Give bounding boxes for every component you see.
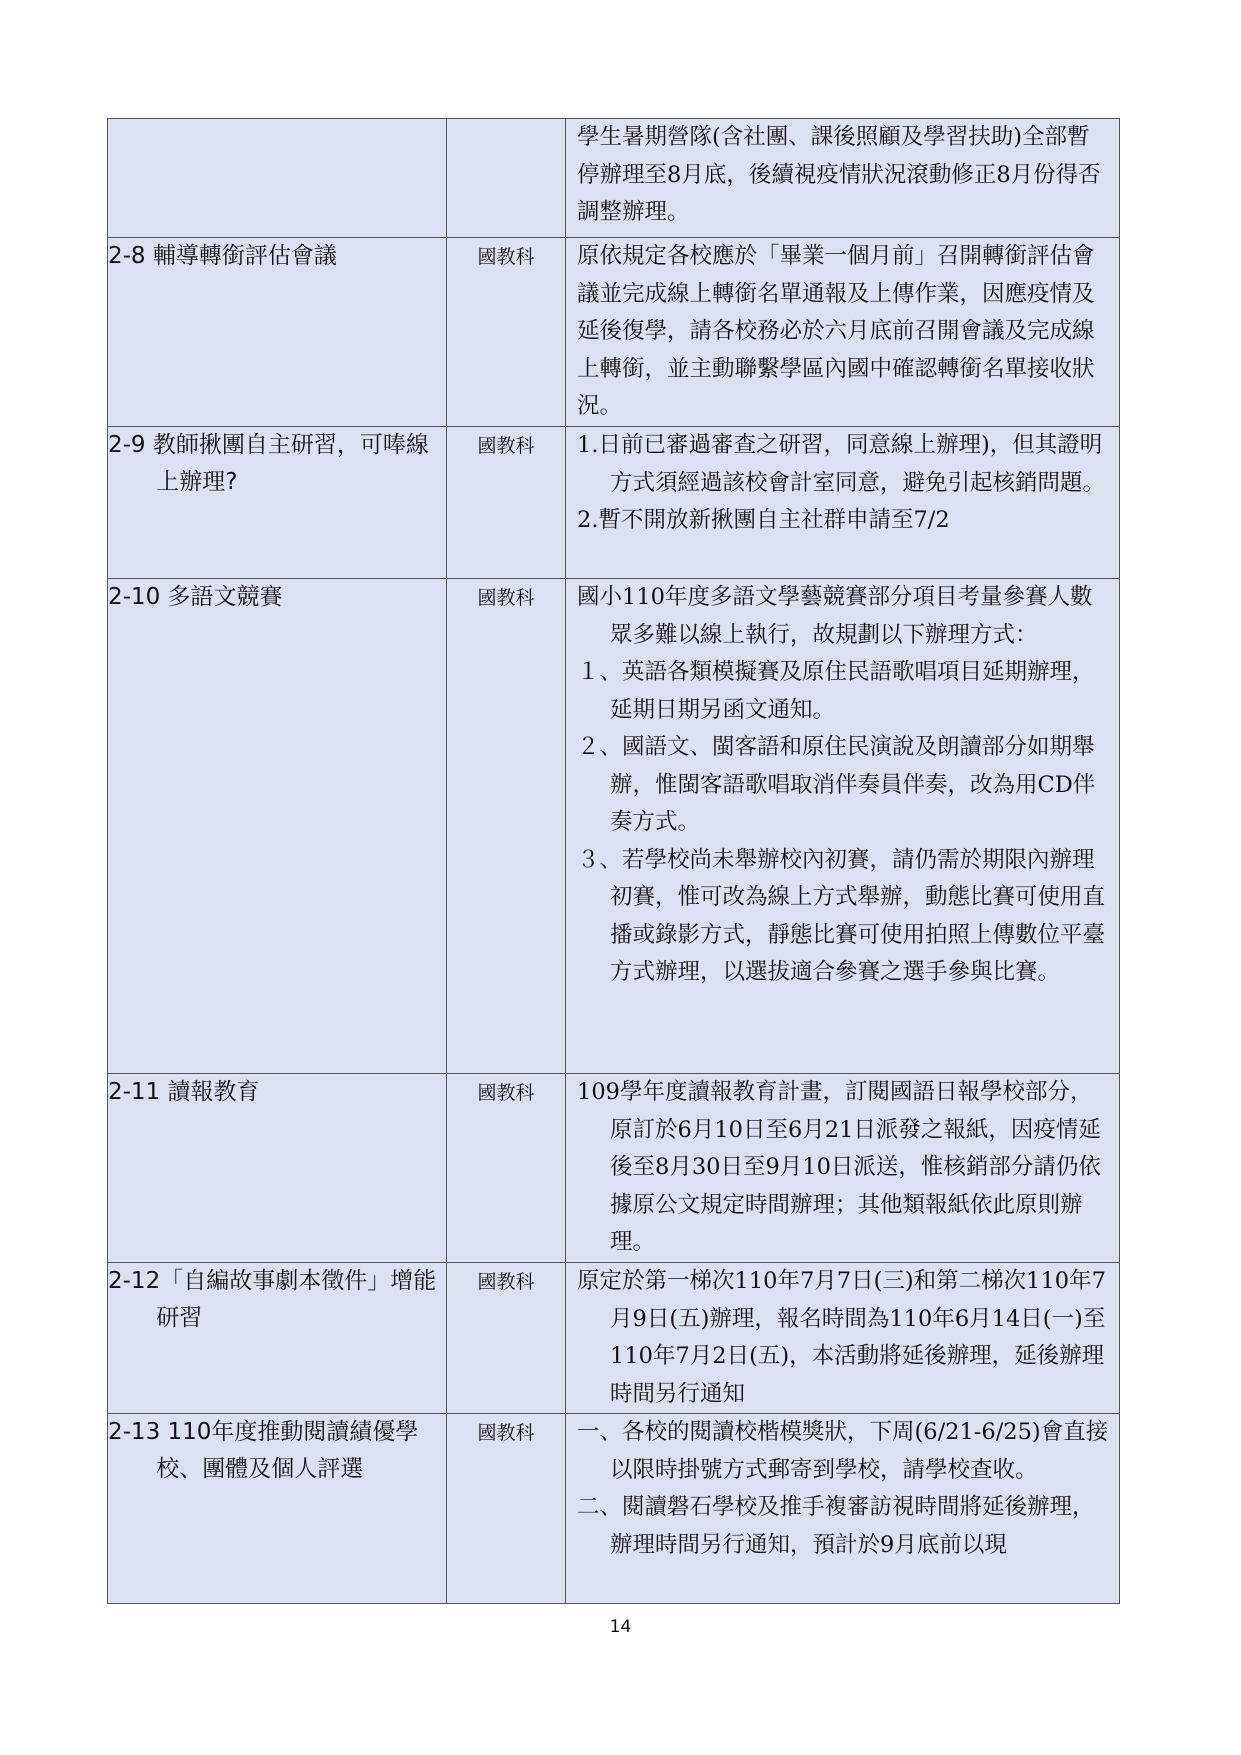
document-table xyxy=(107,118,1120,1604)
item-cell xyxy=(108,238,447,427)
description-paragraph: 學生暑期營隊(含社團、課後照顧及學習扶助)全部暫停辦理至8月底，後續視疫情狀況滾動修正8月份得否調整辦理。 xyxy=(577,124,1101,225)
description-cell xyxy=(566,427,1120,579)
unit-cell xyxy=(447,1263,566,1414)
description-paragraph: １、英語各類模擬賽及原住民語歌唱項目延期辦理，延期日期另函文通知。 xyxy=(577,659,1095,723)
description-cell xyxy=(566,238,1120,427)
unit-cell xyxy=(447,1074,566,1263)
description-paragraph: 109學年度讀報教育計畫，訂閱國語日報學校部分，原訂於6月10日至6月21日派發之報紙，因疫情延後至8月30日至9月10日派送，惟核銷部分請仍依據原公文規定時間辦理；其他類報紙依此原則辦理。 xyxy=(577,1079,1101,1255)
unit-cell xyxy=(447,579,566,1074)
description-cell xyxy=(566,119,1120,238)
description-cell xyxy=(566,579,1120,1074)
item-title: 2-11 讀報教育 xyxy=(108,1079,260,1105)
description-paragraph: 一、各校的閱讀校楷模獎狀，下周(6/21-6/25)會直接以限時掛號方式郵寄到學校，請學校查收。 xyxy=(577,1419,1109,1483)
description-paragraph: ３、若學校尚未舉辦校內初賽，請仍需於期限內辦理初賽，惟可改為線上方式舉辦，動態比賽可使用直播或錄影方式，靜態比賽可使用拍照上傳數位平臺方式辦理，以選拔適合參賽之選手參與比賽。 xyxy=(577,846,1106,985)
description-cell xyxy=(566,1074,1120,1263)
item-title: 2-9 教師揪團自主研習，可唪線上辦理? xyxy=(108,432,429,495)
unit-label: 國教科 xyxy=(477,1271,535,1293)
table-row xyxy=(108,1414,1120,1604)
description-paragraph: 1.日前已審過審查之研習，同意線上辦理)，但其證明方式須經過該校會計室同意，避免引起核銷問題。 xyxy=(577,432,1106,496)
table-row xyxy=(108,579,1120,1074)
unit-label: 國教科 xyxy=(477,246,535,268)
description-paragraph: 原定於第一梯次110年7月7日(三)和第二梯次110年7月9日(五)辦理，報名時間為110年6月14日(一)至110年7月2日(五)，本活動將延後辦理，延後辦理時間另行通知 xyxy=(577,1268,1106,1407)
item-title: 2-10 多語文競賽 xyxy=(108,584,283,610)
table-row xyxy=(108,1074,1120,1263)
page-number: 14 xyxy=(609,1617,632,1637)
item-title: 2-13 110年度推動閱讀績優學校、團體及個人評選 xyxy=(108,1419,419,1482)
item-cell xyxy=(108,427,447,579)
unit-label: 國教科 xyxy=(477,435,535,457)
unit-cell xyxy=(447,1414,566,1604)
unit-label: 國教科 xyxy=(477,1082,535,1104)
item-cell xyxy=(108,1074,447,1263)
description-cell xyxy=(566,1414,1120,1604)
item-cell xyxy=(108,579,447,1074)
unit-cell xyxy=(447,238,566,427)
description-cell xyxy=(566,1263,1120,1414)
item-title: 2-8 輔導轉銜評估會議 xyxy=(108,243,337,269)
description-paragraph: 原依規定各校應於「畢業一個月前」召開轉銜評估會議並完成線上轉銜名單通報及上傳作業，因應疫情及延後復學，請各校務必於六月底前召開會議及完成線上轉銜，並主動聯繫學區內國中確認轉銜名單接收狀況。 xyxy=(577,243,1095,419)
item-title: 2-12「自編故事劇本徵件」增能研習 xyxy=(108,1268,437,1331)
description-paragraph: 二、閱讀磐石學校及推手複審訪視時間將延後辦理，辦理時間另行通知，預計於9月底前以現 xyxy=(577,1494,1095,1558)
unit-cell xyxy=(447,427,566,579)
item-cell xyxy=(108,1414,447,1604)
description-paragraph: ２、國語文、閩客語和原住民演說及朗讀部分如期舉辦，惟閩客語歌唱取消伴奏員伴奏，改為用CD伴奏方式。 xyxy=(577,734,1096,835)
table-row xyxy=(108,1263,1120,1414)
table-row xyxy=(108,427,1120,579)
description-paragraph: 2.暫不開放新揪團自主社群申請至7/2 xyxy=(577,507,950,533)
item-cell xyxy=(108,1263,447,1414)
unit-cell xyxy=(447,119,566,238)
description-paragraph: 國小110年度多語文學藝競賽部分項目考量參賽人數眾多難以線上執行，故規劃以下辦理方式： xyxy=(577,584,1093,648)
unit-label: 國教科 xyxy=(477,1422,535,1444)
table-row xyxy=(108,119,1120,238)
table-row xyxy=(108,238,1120,427)
item-cell xyxy=(108,119,447,238)
unit-label: 國教科 xyxy=(477,587,535,609)
